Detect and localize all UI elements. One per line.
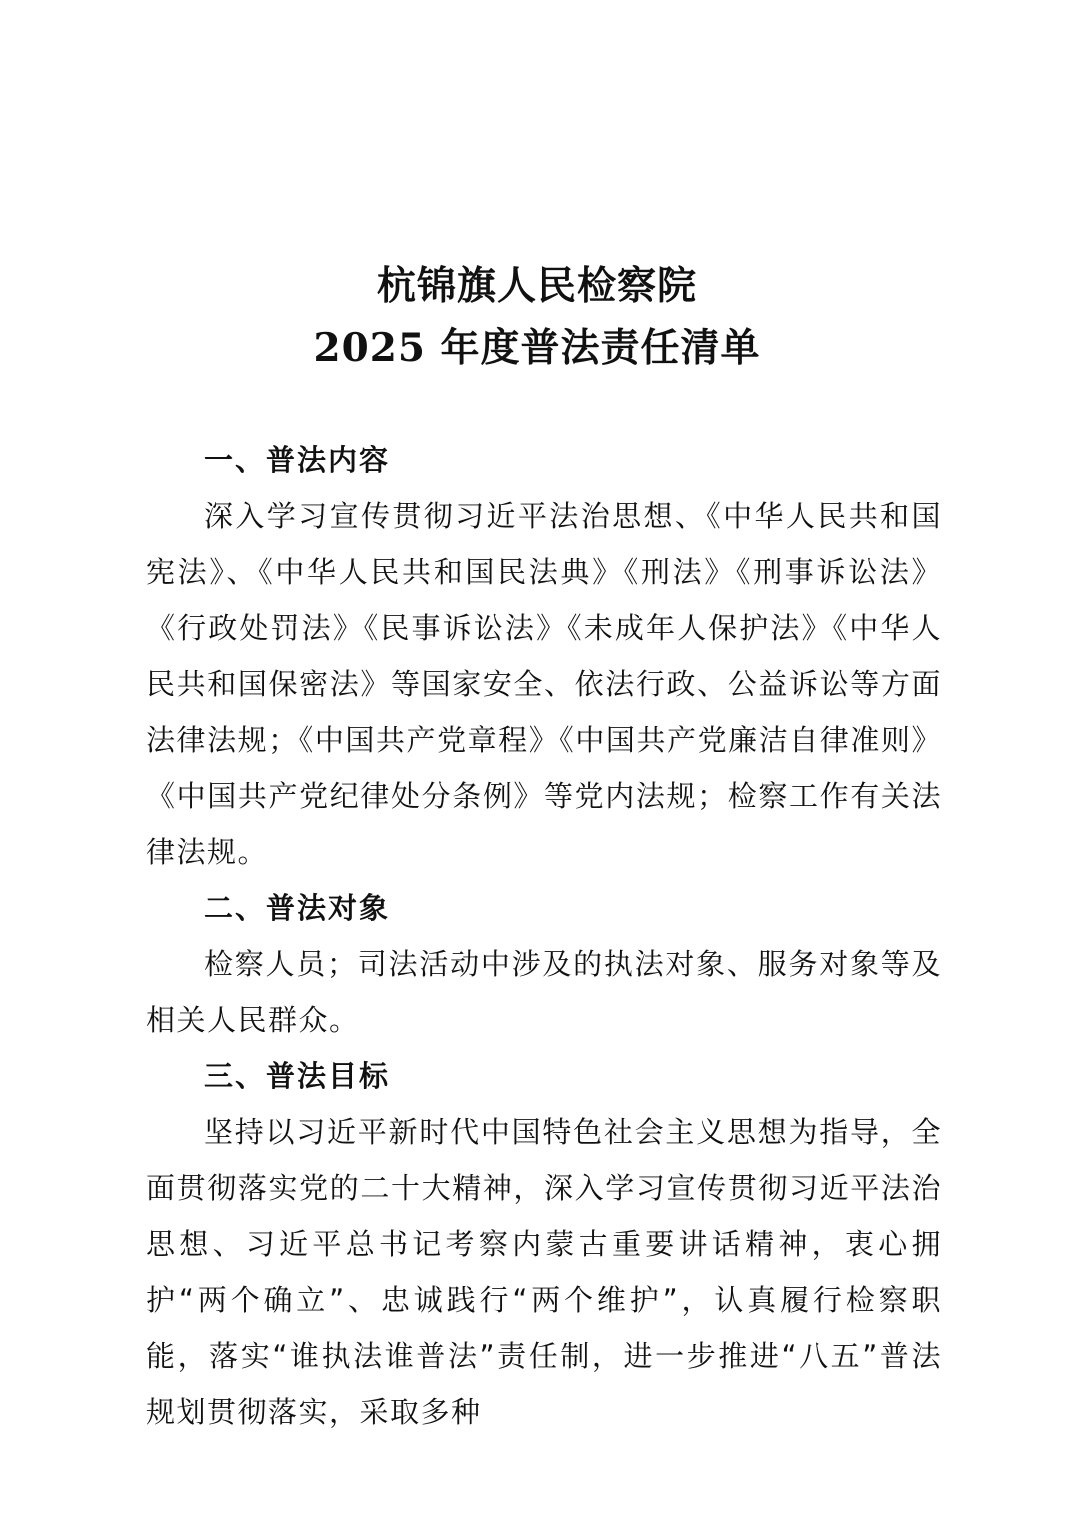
section-goals: [146, 1048, 942, 1440]
document-title: [0, 255, 1074, 379]
section-heading-audience: 二、普法对象: [204, 891, 391, 925]
section-paragraph-audience: 检察人员；司法活动中涉及的执法对象、服务对象等及相关人民群众。: [146, 947, 942, 1037]
title-list-name: 2025 年度普法责任清单: [313, 325, 761, 371]
section-heading-content: 一、普法内容: [204, 443, 391, 477]
section-heading-goals: 三、普法目标: [204, 1059, 391, 1093]
section-paragraph-goals: 坚持以习近平新时代中国特色社会主义思想为指导，全面贯彻落实党的二十大精神，深入学习宣传贯彻习近平法治思想、习近平总书记考察内蒙古重要讲话精神，衷心拥护“两个确立”、忠诚践行“两个维护”，认真履行检察职能，落实“谁执法谁普法”责任制，进一步推进“八五”普法规划贯彻落实，采取多种: [146, 1115, 942, 1429]
section-audience: [146, 880, 942, 1048]
document-body: [146, 432, 942, 1440]
title-organization: 杭锦旗人民检察院: [376, 263, 697, 309]
section-content: [146, 432, 942, 880]
section-paragraph-content: 深入学习宣传贯彻习近平法治思想、《中华人民共和国宪法》、《中华人民共和国民法典》《刑法》《刑事诉讼法》《行政处罚法》《民事诉讼法》《未成年人保护法》《中华人民共和国保密法》等国家安全、依法行政、公益诉讼等方面法律法规；《中国共产党章程》《中国共产党廉洁自律准则》《中国共产党纪律处分条例》等党内法规；检察工作有关法律法规。: [146, 499, 942, 869]
